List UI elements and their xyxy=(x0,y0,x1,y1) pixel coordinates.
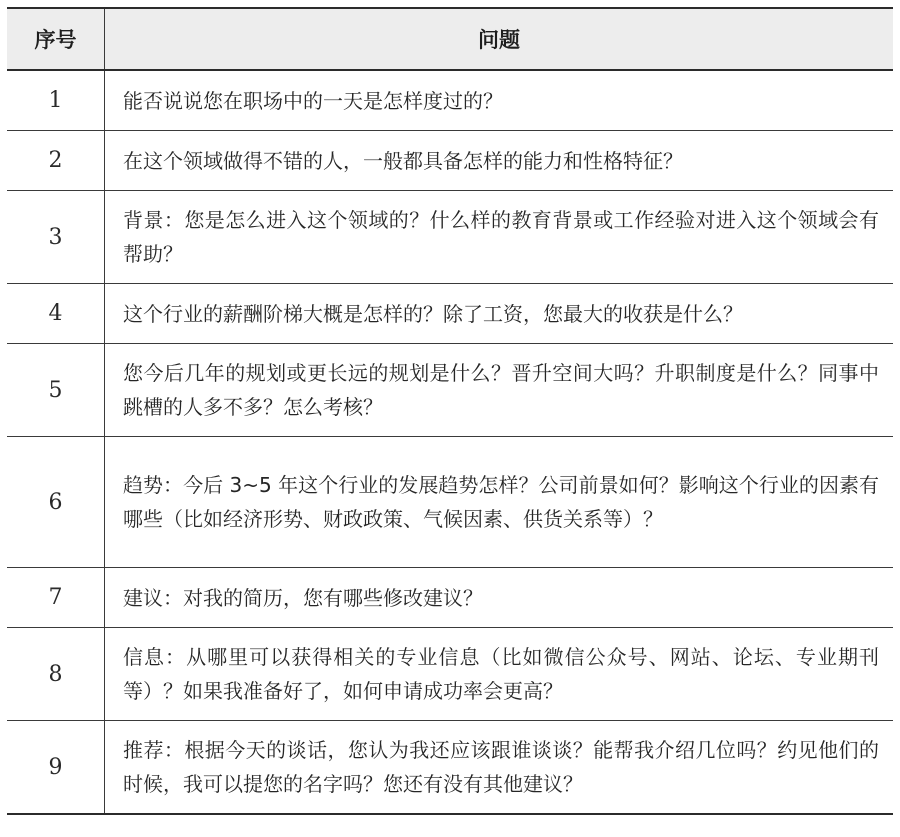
row-question: 在这个领域做得不错的人，一般都具备怎样的能力和性格特征？ xyxy=(105,131,894,191)
row-question: 背景：您是怎么进入这个领域的？什么样的教育背景或工作经验对进入这个领域会有帮助？ xyxy=(105,191,894,284)
row-question: 能否说说您在职场中的一天是怎样度过的？ xyxy=(105,70,894,131)
row-question: 信息：从哪里可以获得相关的专业信息（比如微信公众号、网站、论坛、专业期刊等）？如果我准备好了，如何申请成功率会更高？ xyxy=(105,628,894,721)
table-row xyxy=(7,131,893,191)
table-row xyxy=(7,344,893,437)
row-index: 4 xyxy=(7,284,105,344)
row-question: 趋势：今后 3~5 年这个行业的发展趋势怎样？公司前景如何？影响这个行业的因素有哪些（比如经济形势、财政政策、气候因素、供货关系等）？ xyxy=(105,437,894,568)
header-index: 序号 xyxy=(7,8,105,70)
table-row xyxy=(7,568,893,628)
questions-table xyxy=(7,7,893,815)
row-index: 5 xyxy=(7,344,105,437)
table-header-row xyxy=(7,8,893,70)
row-question: 推荐：根据今天的谈话，您认为我还应该跟谁谈谈？能帮我介绍几位吗？约见他们的时候，我可以提您的名字吗？您还有没有其他建议？ xyxy=(105,721,894,815)
row-index: 9 xyxy=(7,721,105,815)
table-row xyxy=(7,284,893,344)
table-row xyxy=(7,70,893,131)
row-index: 3 xyxy=(7,191,105,284)
row-question: 这个行业的薪酬阶梯大概是怎样的？除了工资，您最大的收获是什么？ xyxy=(105,284,894,344)
table-row xyxy=(7,628,893,721)
row-index: 6 xyxy=(7,437,105,568)
table-row xyxy=(7,721,893,815)
row-index: 8 xyxy=(7,628,105,721)
header-question: 问题 xyxy=(105,8,894,70)
row-question: 您今后几年的规划或更长远的规划是什么？晋升空间大吗？升职制度是什么？同事中跳槽的人多不多？怎么考核？ xyxy=(105,344,894,437)
table-row xyxy=(7,437,893,568)
row-index: 2 xyxy=(7,131,105,191)
table-row xyxy=(7,191,893,284)
row-question: 建议：对我的简历，您有哪些修改建议？ xyxy=(105,568,894,628)
row-index: 1 xyxy=(7,70,105,131)
row-index: 7 xyxy=(7,568,105,628)
